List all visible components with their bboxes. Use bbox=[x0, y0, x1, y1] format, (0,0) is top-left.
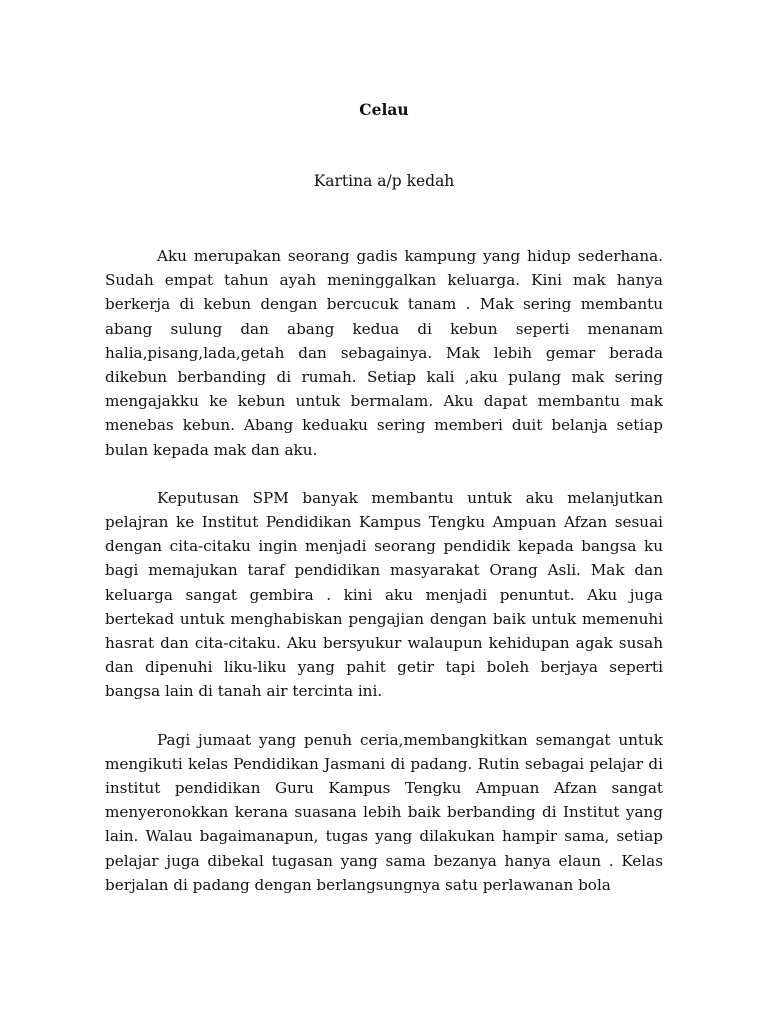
paragraph-1: Aku merupakan seorang gadis kampung yang hidup sederhana. Sudah empat tahun ayah meninggalkan keluarga. Kini mak hanya berkerja di kebun dengan bercucuk tanam . Mak sering membantu abang sulung dan abang kedua di kebun seperti menanam halia,pisang,lada,getah dan sebagainya. Mak lebih gemar berada dikebun berbanding di rumah. Setiap kali ,aku pulang mak sering mengajakku ke kebun untuk bermalam. Aku dapat membantu mak menebas kebun. Abang keduaku sering memberi duit belanja setiap bulan kepada mak dan aku. bbox=[105, 247, 663, 459]
document-author: Kartina a/p kedah bbox=[313, 172, 455, 190]
document-body bbox=[105, 244, 663, 897]
document-title: Celau bbox=[359, 100, 409, 119]
paragraph-3: Pagi jumaat yang penuh ceria,membangkitkan semangat untuk mengikuti kelas Pendidikan Jasmani di padang. Rutin sebagai pelajar di institut pendidikan Guru Kampus Tengku Ampuan Afzan sangat menyeronokkan kerana suasana lebih baik berbanding di Institut yang lain. Walau bagaimanapun, tugas yang dilakukan hampir sama, setiap pelajar juga dibekal tugasan yang sama bezanya hanya elaun . Kelas berjalan di padang dengan berlangsungnya satu perlawanan bola bbox=[105, 730, 663, 894]
paragraph-2: Keputusan SPM banyak membantu untuk aku melanjutkan pelajran ke Institut Pendidikan Kampus Tengku Ampuan Afzan sesuai dengan cita-citaku ingin menjadi seorang pendidik kepada bangsa ku bagi memajukan taraf pendidikan masyarakat Orang Asli. Mak dan keluarga sangat gembira . kini aku menjadi penuntut. Aku juga bertekad untuk menghabiskan pengajian dengan baik untuk memenuhi hasrat dan cita-citaku. Aku bersyukur walaupun kehidupan agak susah dan dipenuhi liku-liku yang pahit getir tapi boleh berjaya seperti bangsa lain di tanah air tercinta ini. bbox=[105, 488, 663, 701]
